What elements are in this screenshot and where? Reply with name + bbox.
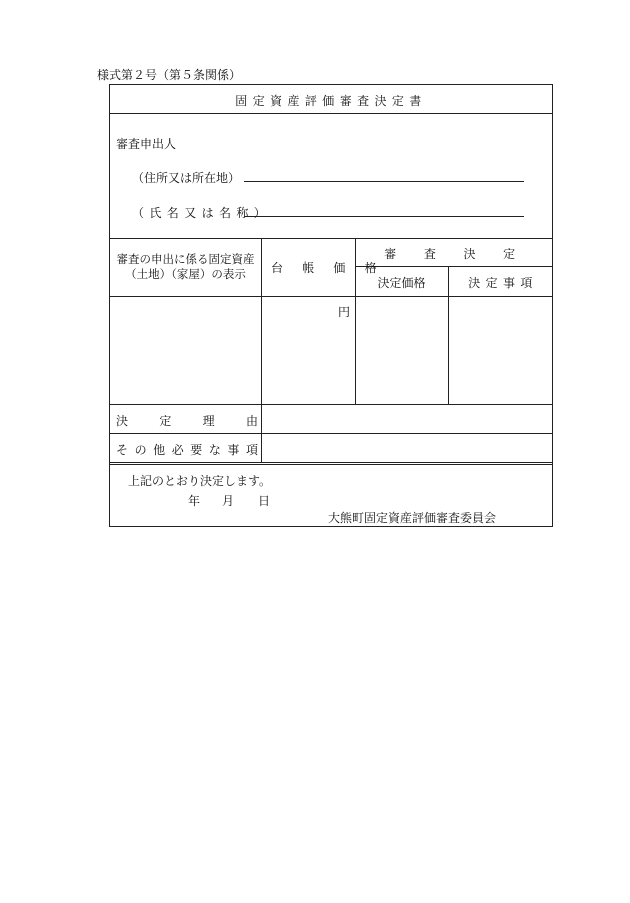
year-label: 年 — [188, 494, 201, 508]
title-divider — [110, 113, 552, 114]
decided-price-header: 決定価格 — [377, 276, 426, 290]
day-label: 日 — [258, 494, 271, 508]
property-header-line1: 審査の申出に係る固定資産 — [116, 252, 255, 266]
name-label: （氏名又は名称） — [132, 206, 272, 220]
decision-header: 審査決定 — [384, 247, 543, 261]
other-row-divider-double — [110, 464, 552, 465]
decision-statement: 上記のとおり決定します。 — [128, 474, 272, 488]
other-row-divider — [110, 462, 552, 463]
decision-reason-label: 決定理由 — [116, 414, 258, 428]
form-title: 固定資産評価審査決定書 — [235, 94, 427, 108]
address-label: （住所又は所在地） — [132, 171, 241, 185]
ledger-price-cell[interactable] — [262, 321, 354, 403]
address-field-line[interactable] — [244, 181, 524, 182]
other-matters-cell[interactable] — [262, 434, 551, 461]
decision-items-header: 決定事項 — [468, 276, 538, 290]
property-cell[interactable] — [111, 297, 260, 403]
decision-items-cell[interactable] — [449, 297, 551, 403]
ledger-price-header: 台帳価格 — [271, 261, 396, 275]
decision-form — [109, 84, 553, 527]
other-matters-label: その他必要な事項 — [116, 443, 258, 457]
applicant-heading: 審査申出人 — [116, 137, 177, 151]
decided-price-cell[interactable] — [356, 297, 447, 403]
name-field-line[interactable] — [244, 216, 524, 217]
decision-reason-cell[interactable] — [262, 405, 551, 432]
month-label: 月 — [222, 494, 235, 508]
yen-unit: 円 — [338, 305, 351, 319]
committee-name: 大熊町固定資産評価審査委員会 — [328, 511, 497, 525]
applicant-divider — [110, 238, 552, 239]
property-header-line2: （土地）（家屋）の表示 — [125, 267, 246, 281]
form-number-label: 様式第２号（第５条関係） — [97, 68, 242, 82]
